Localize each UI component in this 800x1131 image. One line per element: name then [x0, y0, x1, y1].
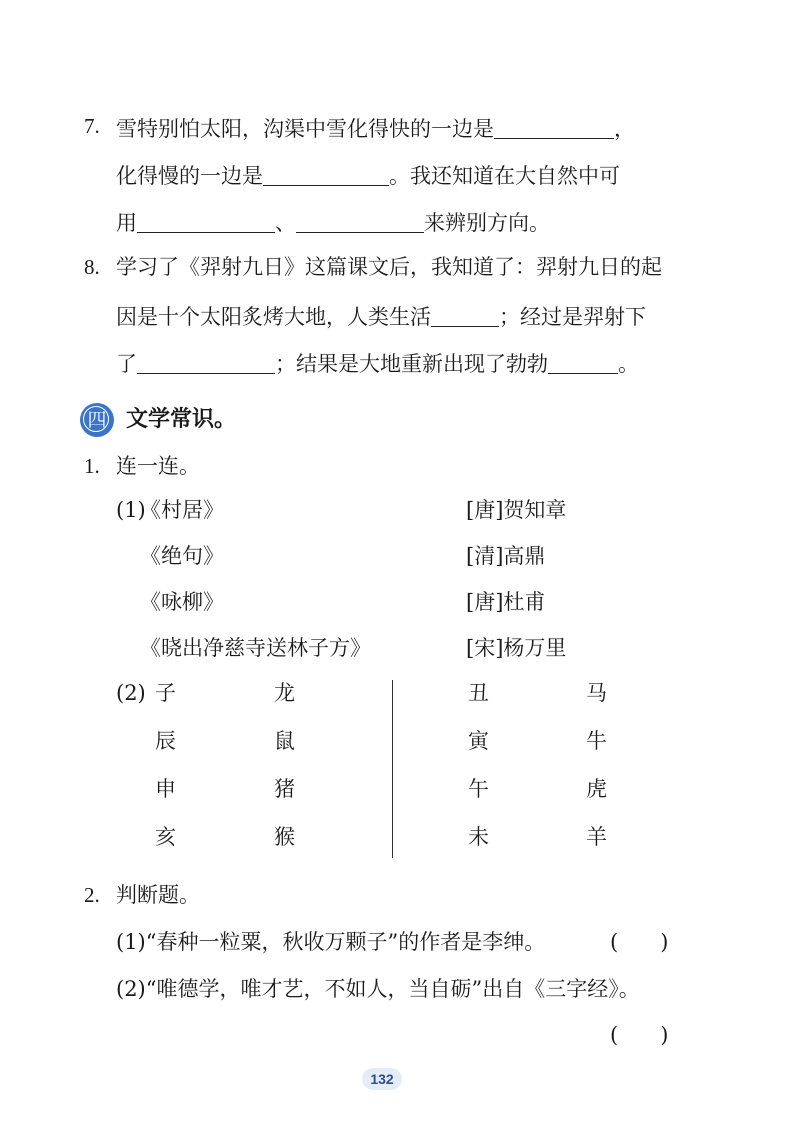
poem-1[interactable]: 《村居》	[140, 498, 224, 522]
q7-line3-text-b: 、	[275, 211, 296, 235]
q8-line2-text-b: ；经过是羿射下	[499, 305, 646, 329]
q8-line1: 学习了《羿射九日》这篇课文后，我知道了：羿射九日的起	[116, 255, 662, 279]
q8-blank-2[interactable]	[137, 351, 275, 374]
s4q1-title: 连一连。	[116, 454, 200, 478]
q7-line1-end: ，	[614, 117, 635, 141]
q8-line3-text-c: 。	[618, 352, 639, 376]
column-divider	[392, 680, 393, 858]
left-col1-4[interactable]: 亥	[155, 825, 176, 849]
page-number: 132	[362, 1068, 402, 1090]
q8-line3-text-a: 了	[116, 352, 137, 376]
q8-blank-1[interactable]	[431, 304, 499, 327]
right-col2-1[interactable]: 马	[586, 681, 607, 705]
q8-line3	[116, 351, 639, 375]
q7-blank-4[interactable]	[296, 210, 424, 233]
q7-line3-text-a: 用	[116, 211, 137, 235]
part2-label: (2)	[116, 681, 146, 705]
left-col1-1[interactable]: 子	[155, 681, 176, 705]
author-3[interactable]: [唐]杜甫	[466, 590, 546, 614]
q8-number: 8.	[84, 255, 100, 279]
section-number: 四	[87, 409, 107, 431]
judge-item-1: (1)“春种一粒粟，秋收万颗子”的作者是李绅。	[116, 930, 546, 954]
judge-answer-1[interactable]: ( )	[610, 930, 669, 954]
part1-label: (1)	[116, 498, 146, 522]
q7-line2	[116, 163, 620, 187]
poem-2[interactable]: 《绝句》	[140, 544, 224, 568]
right-col1-1[interactable]: 丑	[468, 681, 489, 705]
q7-line3	[116, 210, 550, 234]
author-1[interactable]: [唐]贺知章	[466, 498, 567, 522]
q7-blank-2[interactable]	[263, 163, 389, 186]
right-col2-3[interactable]: 虎	[586, 777, 607, 801]
left-col2-1[interactable]: 龙	[274, 681, 295, 705]
q7-line2-text-a: 化得慢的一边是	[116, 164, 263, 188]
s4q2-title: 判断题。	[116, 883, 200, 907]
q7-number: 7.	[84, 114, 100, 138]
poem-3[interactable]: 《咏柳》	[140, 590, 224, 614]
badge-ring	[83, 406, 109, 432]
s4q2-number: 2.	[84, 883, 100, 907]
s4q1-number: 1.	[84, 454, 100, 478]
q8-line2-text-a: 因是十个太阳炙烤大地，人类生活	[116, 305, 431, 329]
q7-line3-text-c: 来辨别方向。	[424, 211, 550, 235]
right-col1-2[interactable]: 寅	[468, 729, 489, 753]
q8-line3-text-b: ；结果是大地重新出现了勃勃	[275, 352, 548, 376]
right-col1-4[interactable]: 未	[468, 825, 489, 849]
q8-line2	[116, 304, 646, 328]
q7-line1	[116, 116, 635, 140]
q7-line1-text: 雪特别怕太阳，沟渠中雪化得快的一边是	[116, 117, 494, 141]
left-col2-3[interactable]: 猪	[274, 777, 295, 801]
q7-line2-text-b: 。我还知道在大自然中可	[389, 164, 620, 188]
right-col1-3[interactable]: 午	[468, 777, 489, 801]
left-col1-3[interactable]: 申	[155, 777, 176, 801]
left-col1-2[interactable]: 辰	[155, 729, 176, 753]
right-col2-4[interactable]: 羊	[586, 825, 607, 849]
left-col2-2[interactable]: 鼠	[274, 729, 295, 753]
right-col2-2[interactable]: 牛	[586, 729, 607, 753]
q8-blank-3[interactable]	[548, 351, 618, 374]
section-number-badge	[80, 403, 114, 437]
q7-blank-3[interactable]	[137, 210, 275, 233]
author-4[interactable]: [宋]杨万里	[466, 636, 567, 660]
judge-answer-2[interactable]: ( )	[610, 1023, 669, 1047]
poem-4[interactable]: 《晓出净慈寺送林子方》	[140, 636, 371, 660]
judge-item-2: (2)“唯德学，唯才艺，不如人，当自砺”出自《三字经》。	[116, 977, 640, 1001]
left-col2-4[interactable]: 猴	[274, 825, 295, 849]
section-title: 文学常识。	[126, 407, 237, 432]
author-2[interactable]: [清]高鼎	[466, 544, 546, 568]
q7-blank-1[interactable]	[494, 116, 614, 139]
